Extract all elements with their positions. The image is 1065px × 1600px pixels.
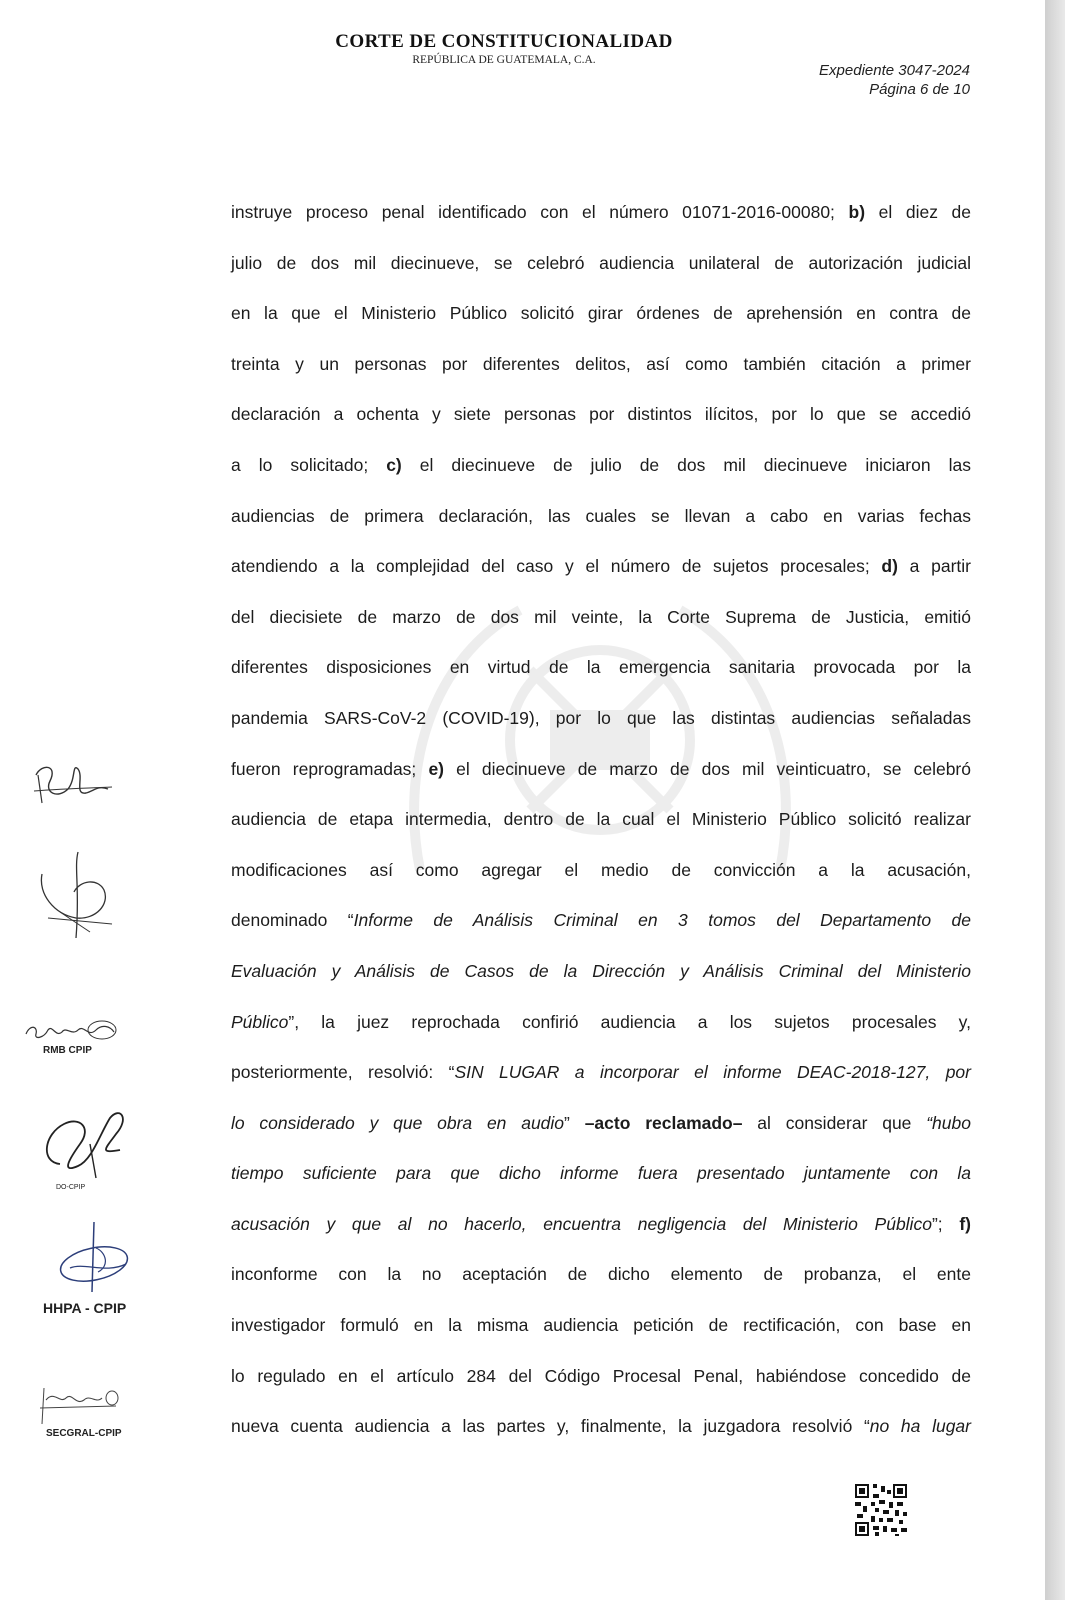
text-line: treinta y un personas por diferentes delitos, así como también citación a primer <box>231 353 971 374</box>
signature-label-rmb: RMB CPIP <box>43 1045 92 1056</box>
qr-code-icon <box>855 1484 907 1536</box>
text-line: fueron reprogramadas; e) el diecinueve de marzo de dos mil veinticuatro, se celebró <box>231 758 971 779</box>
text-line: atendiendo a la complejidad del caso y el número de sujetos procesales; d) a partir <box>231 556 971 577</box>
text-line: del diecisiete de marzo de dos mil veinte, la Corte Suprema de Justicia, emitió <box>231 606 971 627</box>
text-line: lo regulado en el artículo 284 del Código Procesal Penal, habiéndose concedido de <box>231 1365 971 1386</box>
text-line: posteriormente, resolvió: “SIN LUGAR a incorporar el informe DEAC-2018-127, por <box>231 1062 971 1083</box>
country-name: REPÚBLICA DE GUATEMALA, C.A. <box>412 54 596 66</box>
signature-4 <box>30 1104 140 1184</box>
text-line: acusación y que al no hacerlo, encuentra negligencia del Ministerio Público”; f) <box>231 1213 971 1234</box>
text-line: denominado “Informe de Análisis Criminal en 3 tomos del Departamento de <box>231 910 971 931</box>
page-number: Página 6 de 10 <box>869 81 970 98</box>
signature-label-secgral: SECGRAL-CPIP <box>46 1428 122 1439</box>
signature-3 <box>22 1016 118 1044</box>
text-line: lo considerado y que obra en audio” –acto reclamado– al considerar que “hubo <box>231 1112 971 1133</box>
court-name: CORTE DE CONSTITUCIONALIDAD <box>335 31 673 52</box>
text-line: Evaluación y Análisis de Casos de la Dirección y Análisis Criminal del Ministerio <box>231 960 971 981</box>
text-line: nueva cuenta audiencia a las partes y, finalmente, la juzgadora resolvió “no ha lugar <box>231 1416 971 1437</box>
text-line: audiencia de etapa intermedia, dentro de la cual el Ministerio Público solicitó realizar <box>231 809 971 830</box>
text-line: a lo solicitado; c) el diecinueve de julio de dos mil diecinueve iniciaron las <box>231 454 971 475</box>
text-line: investigador formuló en la misma audiencia petición de rectificación, con base en <box>231 1315 971 1336</box>
text-line: diferentes disposiciones en virtud de la emergencia sanitaria provocada por la <box>231 657 971 678</box>
document-body <box>231 187 971 1452</box>
page-edge <box>1045 0 1065 1600</box>
text-line: pandemia SARS-CoV-2 (COVID-19), por lo que las distintas audiencias señaladas <box>231 707 971 728</box>
text-line: declaración a ochenta y siete personas por distintos ilícitos, por lo que se accedió <box>231 404 971 425</box>
text-line: tiempo suficiente para que dicho informe fuera presentado juntamente con la <box>231 1163 971 1184</box>
signature-label-do: DO-CPIP <box>56 1184 86 1191</box>
text-line: modificaciones así como agregar el medio de convicción a la acusación, <box>231 859 971 880</box>
signature-2 <box>30 848 120 948</box>
text-line: Público”, la juez reprochada confirió audiencia a los sujetos procesales y, <box>231 1011 971 1032</box>
text-line: en la que el Ministerio Público solicitó girar órdenes de aprehensión en contra de <box>231 303 971 324</box>
signature-label-hhpa: HHPA - CPIP <box>43 1300 127 1316</box>
text-line: julio de dos mil diecinueve, se celebró audiencia unilateral de autorización judicial <box>231 252 971 273</box>
signature-5 <box>50 1218 140 1298</box>
text-line: audiencias de primera declaración, las cuales se llevan a cabo en varias fechas <box>231 505 971 526</box>
text-line: inconforme con la no aceptación de dicho elemento de probanza, el ente <box>231 1264 971 1285</box>
case-number: Expediente 3047-2024 <box>819 62 970 79</box>
signature-1 <box>28 755 118 825</box>
text-line: instruye proceso penal identificado con el número 01071-2016-00080; b) el diez de <box>231 202 971 222</box>
signature-6 <box>36 1384 126 1424</box>
